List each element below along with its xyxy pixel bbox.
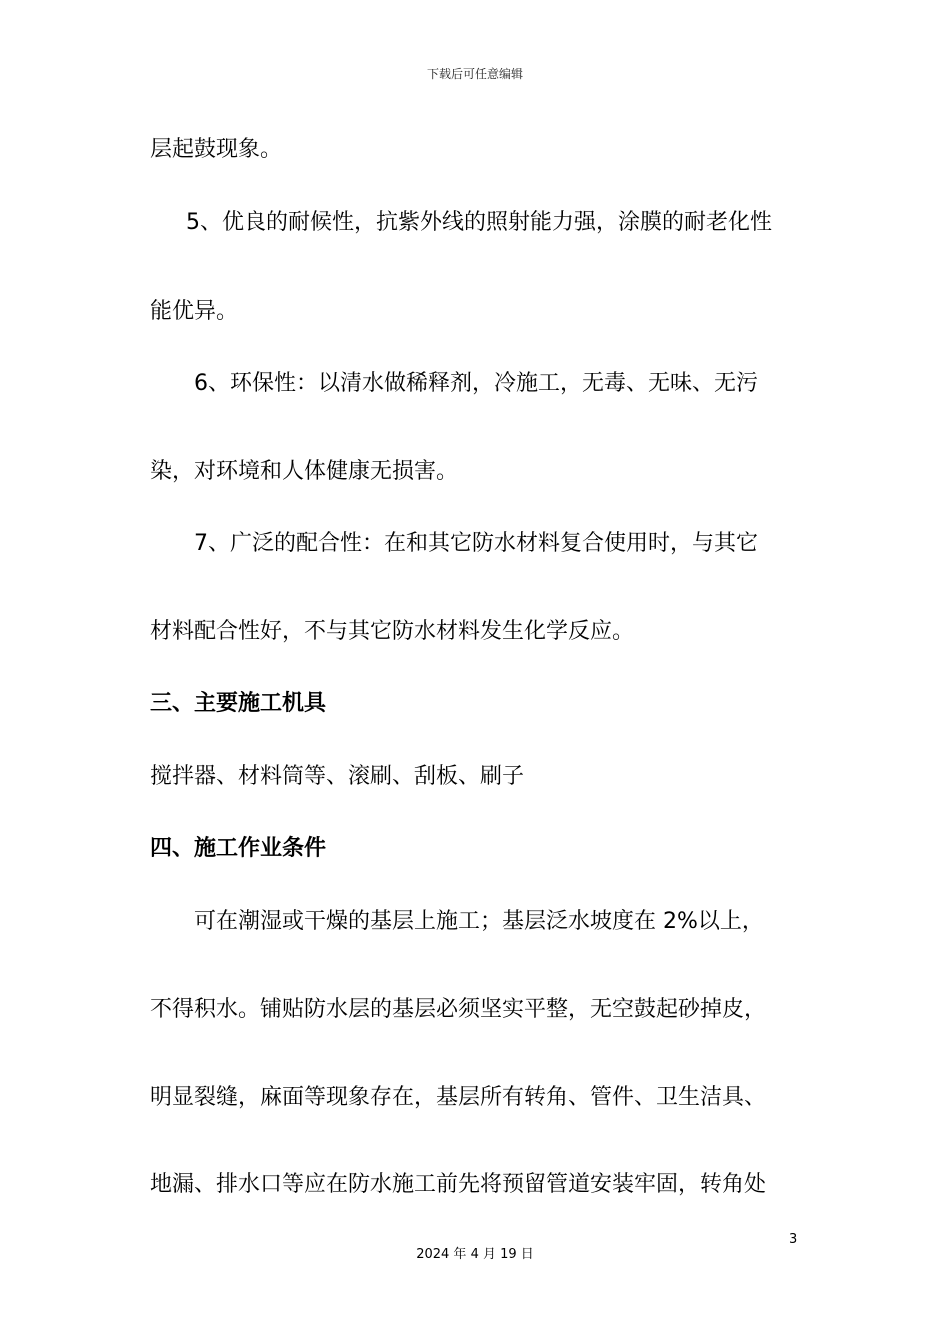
page-header: 下载后可任意编辑	[426, 67, 523, 81]
body-line: 不得积水。铺贴防水层的基层必须坚实平整，无空鼓起砂掉皮，	[150, 997, 767, 1022]
body-line: 6、环保性：以清水做稀释剂，冷施工，无毒、无味、无污	[194, 371, 758, 396]
section-heading: 四、施工作业条件	[150, 836, 327, 861]
body-line: 搅拌器、材料筒等、滚刷、刮板、刷子	[150, 764, 525, 789]
body-line: 地漏、排水口等应在防水施工前先将预留管道安装牢固，转角处	[150, 1172, 767, 1197]
body-line: 明显裂缝，麻面等现象存在，基层所有转角、管件、卫生洁具、	[150, 1085, 767, 1110]
body-line: 能优异。	[150, 299, 239, 324]
body-line: 材料配合性好，不与其它防水材料发生化学反应。	[150, 619, 635, 644]
body-line: 可在潮湿或干燥的基层上施工；基层泛水坡度在 2%以上，	[194, 909, 764, 934]
page-number: 3	[789, 1232, 798, 1247]
section-heading: 三、主要施工机具	[150, 691, 327, 716]
body-line: 层起鼓现象。	[150, 137, 283, 162]
body-line: 7、广泛的配合性：在和其它防水材料复合使用时，与其它	[194, 531, 758, 556]
body-line: 5、优良的耐候性，抗紫外线的照射能力强，涂膜的耐老化性	[186, 210, 772, 235]
body-line: 染，对环境和人体健康无损害。	[150, 459, 459, 484]
footer-date: 2024 年 4 月 19 日	[416, 1247, 534, 1262]
